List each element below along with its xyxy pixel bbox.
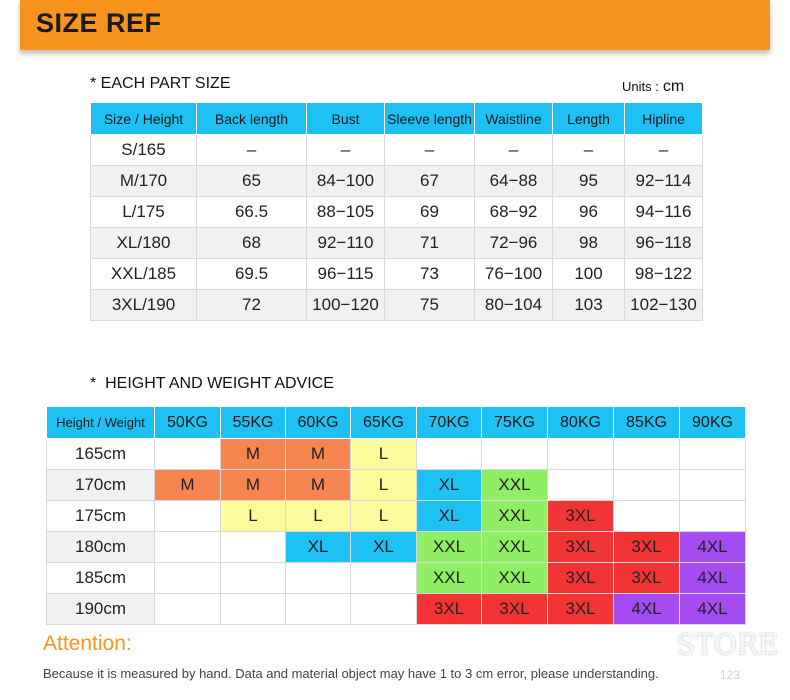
size-value-cell: 96−115 (307, 259, 385, 290)
size-advice-cell (680, 470, 746, 501)
size-advice-cell: M (155, 470, 221, 501)
size-value-cell: 72−96 (475, 228, 553, 259)
size-advice-cell (155, 439, 221, 470)
size-value-cell: – (385, 135, 475, 166)
size-height-cell: M/170 (91, 166, 197, 197)
size-advice-cell (221, 532, 286, 563)
size-advice-cell (548, 470, 614, 501)
size-advice-cell: 3XL (548, 594, 614, 625)
size-advice-cell: XXL (482, 470, 548, 501)
store-watermark: STORE (676, 628, 779, 661)
size-advice-cell (155, 563, 221, 594)
height-cell: 175cm (47, 501, 155, 532)
size-advice-cell: L (351, 501, 417, 532)
size-advice-cell: 3XL (614, 532, 680, 563)
size-header-cell: Length (553, 103, 625, 135)
size-advice-cell (155, 594, 221, 625)
attention-title: Attention: (43, 632, 132, 655)
size-advice-cell: 3XL (548, 532, 614, 563)
size-advice-cell (680, 501, 746, 532)
size-advice-cell (351, 563, 417, 594)
size-advice-cell (614, 439, 680, 470)
units-label-text: Units : (622, 79, 659, 94)
height-cell: 165cm (47, 439, 155, 470)
size-height-cell: XL/180 (91, 228, 197, 259)
size-advice-cell: XL (351, 532, 417, 563)
size-value-cell: 72 (197, 290, 307, 321)
size-value-cell: 96 (553, 197, 625, 228)
title-banner (20, 0, 770, 50)
size-advice-cell: 3XL (548, 501, 614, 532)
page-title: SIZE REF (36, 8, 162, 38)
size-header-cell: Sleeve length (385, 103, 475, 135)
size-advice-cell: 3XL (482, 594, 548, 625)
height-cell: 190cm (47, 594, 155, 625)
advice-table-row (47, 532, 746, 563)
size-value-cell: 71 (385, 228, 475, 259)
size-table-body (91, 135, 703, 321)
size-advice-cell (351, 594, 417, 625)
size-value-cell: 92−114 (625, 166, 703, 197)
size-advice-cell: M (286, 470, 351, 501)
weight-header-cell: 60KG (286, 407, 351, 439)
weight-header-cell: 70KG (417, 407, 482, 439)
size-header-cell: Back length (197, 103, 307, 135)
size-advice-cell: XXL (482, 532, 548, 563)
size-value-cell: 75 (385, 290, 475, 321)
size-value-cell: 103 (553, 290, 625, 321)
size-advice-cell: XXL (482, 563, 548, 594)
size-value-cell: 69 (385, 197, 475, 228)
size-table-row (91, 135, 703, 166)
size-advice-cell: 3XL (548, 563, 614, 594)
size-table (90, 102, 703, 321)
weight-header-cell: 80KG (548, 407, 614, 439)
weight-header-cell: 65KG (351, 407, 417, 439)
size-advice-cell: M (286, 439, 351, 470)
size-advice-cell (155, 501, 221, 532)
size-advice-cell (614, 501, 680, 532)
size-table-header (91, 103, 703, 135)
height-cell: 180cm (47, 532, 155, 563)
size-advice-cell: 4XL (680, 563, 746, 594)
height-cell: 170cm (47, 470, 155, 501)
size-value-cell: – (625, 135, 703, 166)
size-advice-cell: XXL (417, 563, 482, 594)
size-advice-cell: XL (417, 501, 482, 532)
size-table-row (91, 290, 703, 321)
size-value-cell: 102−130 (625, 290, 703, 321)
weight-header-cell: 75KG (482, 407, 548, 439)
size-advice-cell (155, 532, 221, 563)
advice-table-row (47, 439, 746, 470)
size-height-cell: L/175 (91, 197, 197, 228)
size-advice-cell (286, 594, 351, 625)
advice-table-row (47, 594, 746, 625)
size-value-cell: – (475, 135, 553, 166)
size-advice-cell: XXL (482, 501, 548, 532)
size-advice-cell (548, 439, 614, 470)
size-value-cell: 68 (197, 228, 307, 259)
size-advice-cell: M (221, 439, 286, 470)
size-advice-cell: XXL (417, 532, 482, 563)
size-advice-cell: 4XL (680, 594, 746, 625)
size-advice-cell: M (221, 470, 286, 501)
size-advice-cell (286, 563, 351, 594)
size-value-cell: 64−88 (475, 166, 553, 197)
size-value-cell: 73 (385, 259, 475, 290)
advice-table (46, 406, 746, 625)
size-advice-cell: XL (417, 470, 482, 501)
weight-header-cell: 85KG (614, 407, 680, 439)
size-header-cell: Bust (307, 103, 385, 135)
size-value-cell: 94−116 (625, 197, 703, 228)
size-advice-cell: 3XL (417, 594, 482, 625)
size-advice-cell: 4XL (614, 594, 680, 625)
advice-table-header (47, 407, 746, 439)
size-advice-cell (482, 439, 548, 470)
size-value-cell: – (307, 135, 385, 166)
size-advice-cell: L (351, 470, 417, 501)
size-value-cell: 92−110 (307, 228, 385, 259)
size-value-cell: – (553, 135, 625, 166)
size-value-cell: – (197, 135, 307, 166)
size-value-cell: 65 (197, 166, 307, 197)
size-value-cell: 96−118 (625, 228, 703, 259)
size-advice-cell (417, 439, 482, 470)
size-advice-cell: XL (286, 532, 351, 563)
size-value-cell: 80−104 (475, 290, 553, 321)
size-advice-cell: L (351, 439, 417, 470)
size-table-row (91, 259, 703, 290)
size-table-row (91, 166, 703, 197)
weight-header-cell: 90KG (680, 407, 746, 439)
size-value-cell: 88−105 (307, 197, 385, 228)
size-table-row (91, 197, 703, 228)
advice-section-title: * HEIGHT AND WEIGHT ADVICE (90, 375, 334, 392)
size-advice-cell: 4XL (680, 532, 746, 563)
size-value-cell: 98−122 (625, 259, 703, 290)
advice-table-row (47, 563, 746, 594)
weight-header-cell: 55KG (221, 407, 286, 439)
size-advice-cell (221, 594, 286, 625)
size-section-title: * EACH PART SIZE (90, 75, 231, 92)
advice-table-body (47, 439, 746, 625)
size-value-cell: 100−120 (307, 290, 385, 321)
size-value-cell: 84−100 (307, 166, 385, 197)
size-height-cell: 3XL/190 (91, 290, 197, 321)
size-advice-cell (221, 563, 286, 594)
size-value-cell: 69.5 (197, 259, 307, 290)
size-value-cell: 95 (553, 166, 625, 197)
size-value-cell: 66.5 (197, 197, 307, 228)
size-table-row (91, 228, 703, 259)
size-value-cell: 67 (385, 166, 475, 197)
store-watermark-number: 123 (720, 668, 741, 682)
size-value-cell: 98 (553, 228, 625, 259)
size-value-cell: 68−92 (475, 197, 553, 228)
size-advice-cell: L (286, 501, 351, 532)
size-height-cell: XXL/185 (91, 259, 197, 290)
advice-table-row (47, 501, 746, 532)
size-value-cell: 76−100 (475, 259, 553, 290)
size-advice-cell (680, 439, 746, 470)
size-header-cell: Waistline (475, 103, 553, 135)
advice-table-row (47, 470, 746, 501)
attention-note: Because it is measured by hand. Data and material object may have 1 to 3 cm error, please understanding. (43, 666, 659, 681)
size-header-cell: Size / Height (91, 103, 197, 135)
height-cell: 185cm (47, 563, 155, 594)
size-height-cell: S/165 (91, 135, 197, 166)
weight-header-cell: 50KG (155, 407, 221, 439)
size-value-cell: 100 (553, 259, 625, 290)
units-label (622, 78, 684, 96)
size-advice-cell: 3XL (614, 563, 680, 594)
size-advice-cell: L (221, 501, 286, 532)
units-value: cm (662, 78, 685, 95)
size-advice-cell (614, 470, 680, 501)
height-weight-header: Height / Weight (47, 407, 155, 439)
size-header-cell: Hipline (625, 103, 703, 135)
